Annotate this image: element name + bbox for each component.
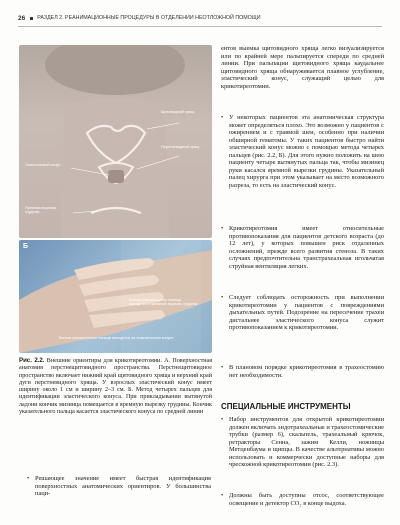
bullet-marker: •	[221, 294, 224, 301]
running-header	[18, 10, 382, 27]
right-bullet-1-text: У некоторых пациентов эта анатомическая структура может определяться плохо. Это возможно у пациентов с ожирением и с травмой шеи, особенно при наличии обширной гематомы. У таких пациентов быстро найти эластический конус можно с помощью метода четырех пальцев (рис. 2.2, Б). Для этого нужно положить на шею пациенту четыре вытянутых пальца так, чтобы мизинец руки касался яремной вырезки грудины. Указательный палец хирурга при этом указывает на место возможного разреза, то есть на эластический конус.	[229, 114, 384, 189]
section-bullet-1	[221, 416, 384, 469]
bullet-marker: •	[221, 364, 224, 371]
label-thyroid-cartilage: Щитовидный хрящ	[161, 110, 194, 114]
section-bullet-1-text: Набор инструментов для открытой крикотиреотомии должен включать эндотрахеальные и трахеостомические трубки (размер 6), скальпель, трахеальный крючок, ретракторы Сенна, зажим Келли, ножницы Метценбаума и щипцы. В качестве альтернативы можно использовать и коммерчески доступные наборы для чрескожной крикотиреотомии (рис. 2.3).	[229, 416, 384, 468]
label-cricoid-cartilage: Перстневидный хрящ	[161, 145, 200, 149]
label-jugular-notch: Яремная вырезка грудины	[25, 206, 57, 215]
section-heading: СПЕЦИАЛЬНЫЕ ИНСТРУМЕНТЫ	[221, 402, 351, 411]
caption-body: Внешние ориентиры для крикотиреотомии. А. Поверхностная анатомия перстнещитовидного пространства. Перстнещитовидное пространство включает нижний край щитовидного хряща и верхний край дуги перстневидного хряща. У взрослых эластический конус имеет ширину около 1 см и ширину 2–3 см. Б. Метод четырех пальцев для идентификации эластического конуса. При прикладывании вытянутой ладони кончик мизинца помещается в яремную вырезку грудины. Кончик указательного пальца касается эластического конуса по средней линии	[19, 358, 213, 415]
header-section-title: РАЗДЕЛ 2. РЕАНИМАЦИОННЫЕ ПРОЦЕДУРЫ В ОТДЕЛЕНИИ НЕОТЛОЖНОЙ ПОМОЩИ	[37, 15, 261, 21]
figure-panel-b	[19, 240, 212, 353]
right-continuation: ентов выемка щитовидного хряща легко визуализируется или по крайней мере пальпируется спереди по средней линии. При пальпации щитовидного хряща каудальнее щитовидного хряща обнаруживается плавное углубление, эластический конус, служащий целью для крикотиреотомии.	[221, 45, 384, 90]
bullet-marker: •	[221, 416, 224, 423]
right-bullet-4	[221, 364, 384, 379]
header-square-icon	[30, 17, 33, 20]
label-lower-thumb: Кончик указательного пальца находится на эластическом конусе	[59, 336, 174, 340]
left-bullet	[27, 475, 211, 498]
bullet-marker: •	[27, 475, 30, 482]
right-bullet-2	[221, 225, 384, 270]
bullet-marker: •	[221, 114, 224, 121]
figure-panel-a	[19, 45, 212, 238]
right-bullet-3-text: Следует соблюдать осторожность при выполнении крикотиреотомии у пациентов с повреждениями дыхательных путей. Подозрение на пересечение трахеи дистальнее эластического конуса служит противопоказанием к крикотиреотомии.	[229, 294, 384, 331]
right-bullet-4-text: В плановом порядке крикотиреотомия в трахеостомию нет необходимости.	[229, 364, 384, 379]
caption-lead: Рис. 2.2.	[19, 357, 45, 364]
section-bullet-2	[221, 492, 384, 507]
panel-b-letter: Б	[23, 243, 29, 250]
right-bullet-1	[221, 114, 384, 189]
bullet-marker: •	[221, 492, 224, 499]
bullet-marker: •	[221, 225, 224, 232]
figure-caption	[19, 357, 212, 416]
label-index-finger: Кончик указательного пальца находится в яремной вырезке грудины	[129, 298, 198, 307]
right-bullet-2-text: Крикотиреотомия имеет относительные противопоказания для пациентов детского возраста (до 12 лет), у которых повышен риск отдаленных осложнений, прежде всего развития стеноза. В таких случаях предпочтительна транстрахеальная игольчатая струйная вентиляция легких.	[229, 225, 384, 270]
left-bullet-text: Решающее значение имеет быстрая идентификация поверхностных анатомических ориентиров. У большинства паци-	[35, 475, 211, 497]
section-bullet-2-text: Должны быть доступны отсос, соответствующее освещение и детектор CO₂ в конце выдоха.	[229, 492, 384, 507]
label-elastic-cone: Эластический конус	[25, 163, 61, 167]
right-bullet-3	[221, 294, 384, 332]
page-number: 26	[18, 14, 26, 22]
